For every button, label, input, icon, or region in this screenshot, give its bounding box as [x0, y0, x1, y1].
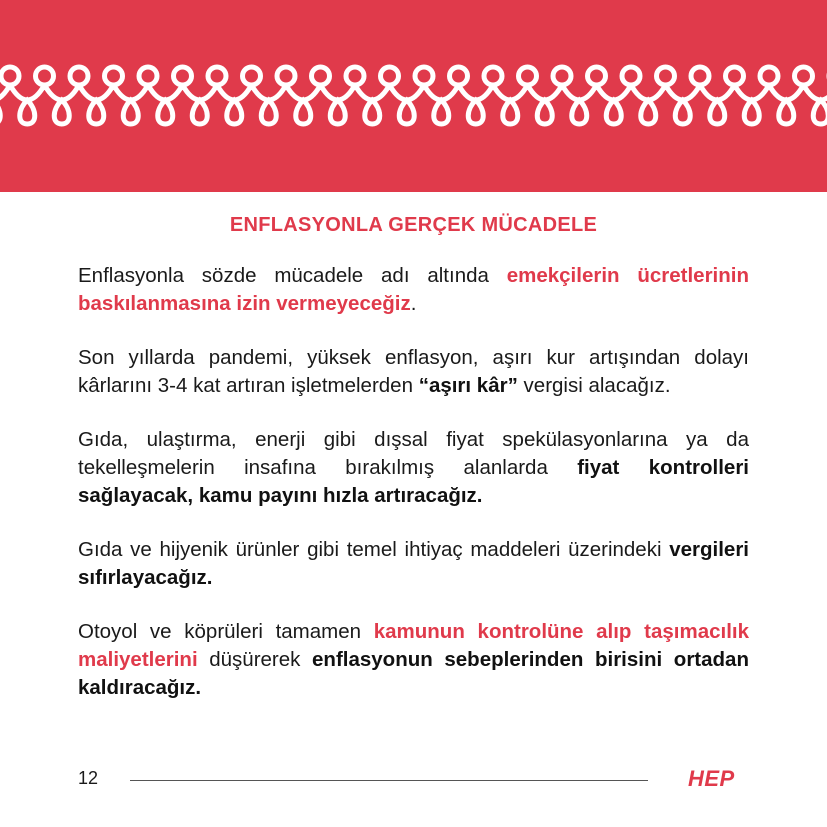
- paragraph-text: Otoyol ve köprüleri tamamen: [78, 620, 374, 643]
- ornamental-loop-pattern: [0, 50, 827, 140]
- footer-divider: [130, 780, 648, 781]
- page-title: ENFLASYONLA GERÇEK MÜCADELE: [229, 214, 598, 236]
- paragraph-text: vergisi alacağız.: [517, 374, 671, 397]
- paragraph-3: [78, 426, 749, 510]
- paragraph-5: [78, 618, 749, 702]
- paragraph-2: [78, 344, 749, 400]
- paragraph-text: Gıda, ulaştırma, enerji gibi dışsal fiyat spekülasyonlarına ya da tekelleşmelerin insafına bırakılmış alanlarda: [78, 428, 749, 479]
- paragraph-text: düşürerek: [197, 648, 313, 671]
- highlight-text: emekçilerin ücretlerinin baskılanmasına izin vermeyeceğiz: [78, 264, 749, 315]
- paragraph-text: Son yıllarda pandemi, yüksek enflasyon, aşırı kur artışından dolayı kârlarını 3-4 kat artıran işletmelerden: [78, 346, 749, 397]
- paragraph-text: Enflasyonla sözde mücadele adı altında: [78, 264, 507, 287]
- page-number: 12: [78, 768, 99, 788]
- paragraph-1: [78, 262, 749, 318]
- body-content: [78, 262, 749, 728]
- bold-text: “aşırı kâr”: [418, 374, 518, 397]
- bold-text: fiyat kontrolleri sağlayacak, kamu payını hızla artıracağız.: [78, 456, 750, 507]
- header-banner: [0, 0, 827, 192]
- paragraph-text: .: [410, 292, 417, 315]
- hep-logo: HEP: [688, 766, 735, 791]
- bold-text: vergileri sıfırlayacağız.: [78, 538, 749, 589]
- paragraph-text: Gıda ve hijyenik ürünler gibi temel ihtiyaç maddeleri üzerindeki: [78, 538, 670, 561]
- paragraph-4: [78, 536, 749, 592]
- highlight-text: kamunun kontrolüne alıp taşımacılık maliyetlerini: [78, 620, 749, 671]
- bold-text: enflasyonun sebeplerinden birisini ortadan kaldıracağız.: [78, 648, 749, 699]
